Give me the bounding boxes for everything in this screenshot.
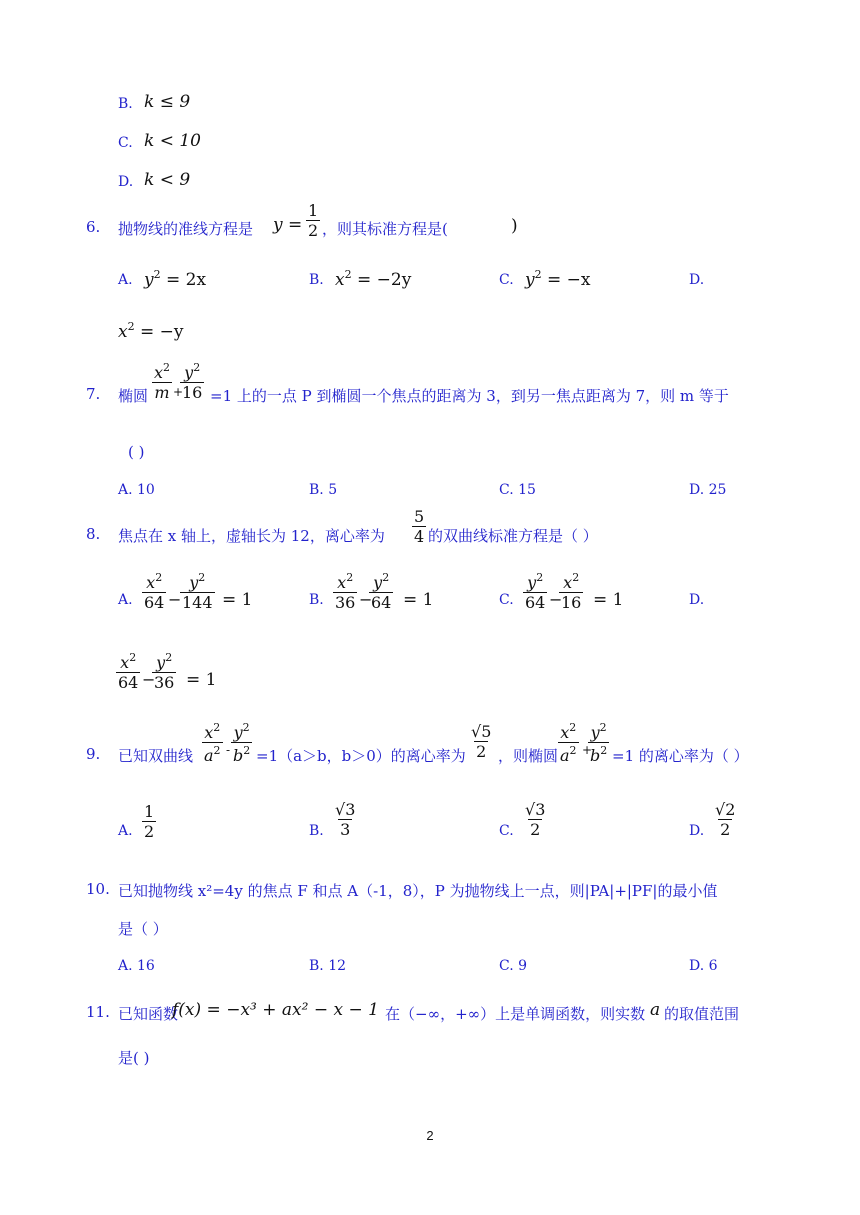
q9-option-c-label: C. (499, 823, 514, 839)
q9-option-d-frac: $\frac{√2}{2}$ (715, 800, 736, 839)
q8-c-eq: = 1 (593, 590, 624, 610)
q11-var-a: a (650, 1000, 661, 1020)
q8-d-frac1: $\frac{x^2}{64}$ (118, 651, 139, 692)
q9-ell-plus: + (582, 743, 593, 757)
q8-text-pre: 焦点在 x 轴上，虚轴长为 12，离心率为 (118, 527, 385, 545)
q8-a-frac2: $\frac{y^2}{144}$ (182, 571, 213, 612)
q7-text-pre: 椭圆 (118, 387, 149, 405)
q8-option-a-label: A. (118, 592, 133, 608)
q6-option-c-label: C. (499, 272, 514, 288)
q5-option-d-expr: k < 9 (144, 170, 191, 190)
q9-hyp-frac1: $\frac{x^2}{a^2}$ (204, 721, 221, 765)
q7-plus: + (173, 385, 184, 399)
q9-option-b-label: B. (309, 823, 324, 839)
q10-text2: 是（ ） (118, 920, 168, 938)
q8-b-frac2: $\frac{y^2}{64}$ (371, 571, 392, 612)
q9-option-c-frac: $\frac{√3}{2}$ (525, 800, 546, 839)
q9-sqrt5-frac: $\frac{√5}{2}$ (471, 722, 492, 761)
q5-option-b-expr: k ≤ 9 (144, 92, 191, 112)
q8-fraction-5-4: $\frac{5}{4}$ (414, 507, 425, 546)
q9-ell-frac1: $\frac{x^2}{a^2}$ (560, 721, 577, 765)
q9-option-b-frac: $\frac{√3}{3}$ (335, 800, 356, 839)
q9-text-mid2: ，则椭圆 (498, 747, 559, 765)
q6-option-c-expr: $y^2 = -x$ (525, 268, 591, 290)
q8-option-b-label: B. (309, 592, 324, 608)
q6-option-b-expr: $x^2 = -2y$ (335, 268, 412, 290)
q7-text: =1 上的一点 P 到椭圆一个焦点的距离为 3，到另一焦点距离为 7，则 m 等于 (210, 387, 729, 405)
q8-c-frac1: $\frac{y^2}{64}$ (525, 571, 546, 612)
q6-option-d-expr: $x^2 = -y$ (118, 320, 184, 342)
q7-number: 7. (86, 385, 101, 403)
q6-option-a-label: A. (118, 272, 133, 288)
q7-option-b: B. 5 (309, 482, 338, 498)
page-number: 2 (426, 1128, 434, 1143)
q8-option-c-label: C. (499, 592, 514, 608)
q8-d-frac2: $\frac{y^2}{36}$ (154, 651, 175, 692)
q8-option-d-label: D. (689, 592, 705, 608)
q9-text-post: =1 的离心率为（ ） (612, 747, 749, 765)
q9-option-a-label: A. (118, 823, 133, 839)
q5-option-b-label: B. (118, 96, 133, 112)
q8-c-frac2: $\frac{x^2}{16}$ (561, 571, 582, 612)
q10-number: 10. (86, 880, 110, 898)
q9-text-mid: =1（a＞b，b＞0）的离心率为 (256, 747, 466, 765)
q8-b-frac1: $\frac{x^2}{36}$ (335, 571, 356, 612)
q6-text-post: ，则其标准方程是( (322, 220, 448, 238)
q6-option-a-expr: $y^2 = 2x$ (144, 268, 207, 290)
q6-option-d-label: D. (689, 272, 705, 288)
q7-fraction-x2-m: $\frac{x^2}{m}$ (154, 361, 171, 402)
q8-a-frac1: $\frac{x^2}{64}$ (144, 571, 165, 612)
q6-text-pre: 抛物线的准线方程是 (118, 220, 254, 238)
q10-text: 已知抛物线 x²=4y 的焦点 F 和点 A（-1，8），P 为抛物线上一点，则|PA|+|PF|的最小值 (118, 882, 718, 900)
q8-b-minus: − (359, 590, 373, 609)
q9-number: 9. (86, 745, 101, 763)
q10-option-d: D. 6 (689, 958, 718, 974)
q8-a-eq: = 1 (222, 590, 253, 610)
q9-text-pre: 已知双曲线 (118, 747, 194, 765)
q11-text2: 是( ) (118, 1049, 150, 1067)
q8-d-eq: = 1 (186, 670, 217, 690)
q9-ell-frac2: $\frac{y^2}{b^2}$ (590, 721, 608, 765)
q8-text-post: 的双曲线标准方程是（ ） (428, 527, 598, 545)
q11-text-post: 的取值范围 (664, 1005, 740, 1023)
q6-number: 6. (86, 218, 101, 236)
q10-option-c: C. 9 (499, 958, 528, 974)
q10-option-a: A. 16 (118, 958, 155, 974)
q7-option-d: D. 25 (689, 482, 727, 498)
q9-hyp-frac2: $\frac{y^2}{b^2}$ (233, 721, 251, 765)
q5-option-d-label: D. (118, 174, 134, 190)
q5-option-c-expr: k < 10 (144, 131, 201, 151)
q8-d-minus: − (142, 670, 156, 689)
q6-fraction: $\frac{1}{2}$ (308, 201, 319, 240)
q11-text-pre: 已知函数 (118, 1005, 179, 1023)
q8-a-minus: − (168, 590, 182, 609)
q5-option-c-label: C. (118, 135, 133, 151)
q11-text-mid: 在（−∞，+∞）上是单调函数，则实数 (385, 1005, 646, 1023)
q9-option-a-frac: $\frac{1}{2}$ (144, 802, 155, 841)
q6-option-b-label: B. (309, 272, 324, 288)
q7-answer-paren: ( ) (128, 443, 145, 461)
q9-hyp-minus: - (226, 743, 231, 757)
q10-option-b: B. 12 (309, 958, 347, 974)
q6-close-paren: ) (511, 216, 518, 236)
q9-option-d-label: D. (689, 823, 705, 839)
q8-c-minus: − (549, 590, 563, 609)
q7-fraction-y2-16: $\frac{y^2}{16}$ (182, 361, 203, 402)
q6-y-eq: y = (273, 215, 303, 235)
q7-option-c: C. 15 (499, 482, 536, 498)
q11-function-expr: f(x) = −x³ + ax² − x − 1 (172, 1000, 379, 1020)
q8-b-eq: = 1 (403, 590, 434, 610)
q11-number: 11. (86, 1003, 110, 1021)
q7-option-a: A. 10 (118, 482, 155, 498)
q8-number: 8. (86, 525, 101, 543)
